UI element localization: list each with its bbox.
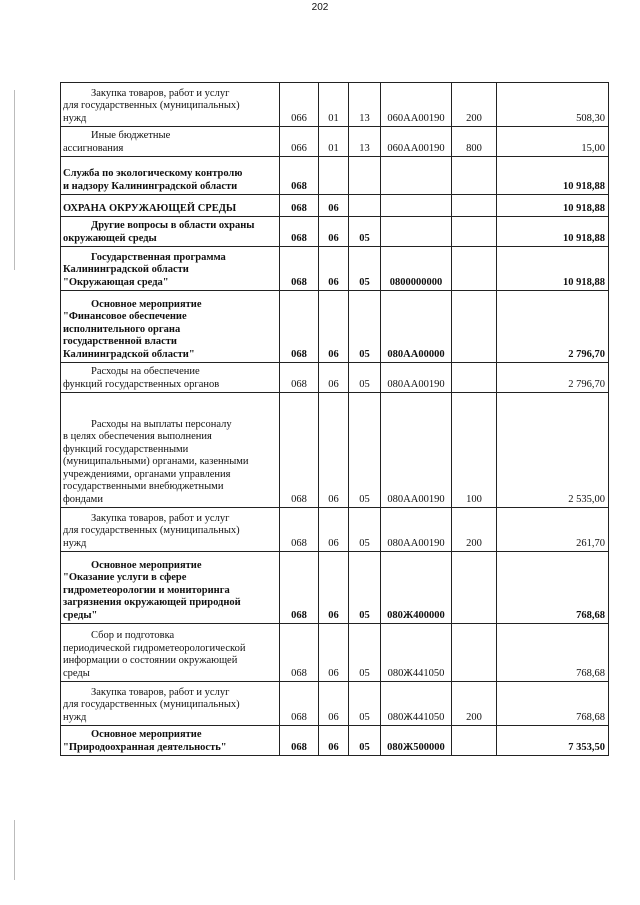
cell-pr [349, 195, 381, 217]
cell-csr: 080АА00190 [381, 508, 452, 552]
row-name: Сбор и подготовка периодической гидрометеорологической информации о состоянии окружающей среды [61, 624, 280, 682]
cell-vr: 200 [452, 83, 497, 127]
table-row [61, 508, 609, 552]
cell-vr: 200 [452, 508, 497, 552]
cell-rz: 06 [319, 726, 349, 756]
cell-pr: 13 [349, 83, 381, 127]
cell-vr: 200 [452, 682, 497, 726]
cell-sum: 10 918,88 [497, 157, 609, 195]
row-name: Государственная программа Калининградской области "Окружающая среда" [61, 247, 280, 291]
cell-csr: 080АА00190 [381, 363, 452, 393]
cell-sum: 10 918,88 [497, 217, 609, 247]
row-name: Расходы на выплаты персоналу в целях обеспечения выполнения функций государственными (муниципальными) органами, казенными учреждениями, органами управления государственными внебюджетными фондами [61, 393, 280, 508]
row-name: Расходы на обеспечение функций государственных органов [61, 363, 280, 393]
table-row [61, 247, 609, 291]
cell-vr [452, 363, 497, 393]
cell-pr: 05 [349, 624, 381, 682]
cell-sum: 508,30 [497, 83, 609, 127]
cell-rz: 06 [319, 552, 349, 624]
cell-rz: 06 [319, 291, 349, 363]
table-row [61, 624, 609, 682]
cell-rz: 06 [319, 195, 349, 217]
cell-vr [452, 552, 497, 624]
row-name: ОХРАНА ОКРУЖАЮЩЕЙ СРЕДЫ [61, 195, 280, 217]
cell-sum: 261,70 [497, 508, 609, 552]
cell-csr: 080Ж441050 [381, 624, 452, 682]
cell-sum: 2 535,00 [497, 393, 609, 508]
cell-sum: 2 796,70 [497, 291, 609, 363]
table-row [61, 682, 609, 726]
cell-rz: 06 [319, 508, 349, 552]
cell-sum: 10 918,88 [497, 247, 609, 291]
cell-pr: 05 [349, 508, 381, 552]
cell-ved: 068 [280, 217, 319, 247]
cell-rz: 06 [319, 247, 349, 291]
row-name: Основное мероприятие "Финансовое обеспечение исполнительного органа государственной власти Калининградской области" [61, 291, 280, 363]
cell-csr [381, 157, 452, 195]
table-row [61, 127, 609, 157]
cell-ved: 068 [280, 552, 319, 624]
row-name: Другие вопросы в области охраны окружающей среды [61, 217, 280, 247]
cell-rz: 01 [319, 83, 349, 127]
row-name: Служба по экологическому контролю и надзору Калининградской области [61, 157, 280, 195]
cell-pr: 05 [349, 247, 381, 291]
cell-vr: 800 [452, 127, 497, 157]
cell-csr [381, 217, 452, 247]
cell-csr: 060АА00190 [381, 127, 452, 157]
table-row [61, 552, 609, 624]
row-name: Закупка товаров, работ и услуг для государственных (муниципальных) нужд [61, 508, 280, 552]
cell-vr [452, 195, 497, 217]
cell-ved: 068 [280, 247, 319, 291]
cell-rz [319, 157, 349, 195]
cell-rz: 06 [319, 682, 349, 726]
cell-sum: 768,68 [497, 682, 609, 726]
cell-sum: 2 796,70 [497, 363, 609, 393]
cell-rz: 01 [319, 127, 349, 157]
cell-sum: 15,00 [497, 127, 609, 157]
cell-ved: 068 [280, 393, 319, 508]
cell-vr [452, 726, 497, 756]
cell-pr: 05 [349, 393, 381, 508]
table-row [61, 157, 609, 195]
cell-pr: 05 [349, 552, 381, 624]
cell-vr [452, 157, 497, 195]
page-number: 202 [311, 2, 329, 13]
row-name: Основное мероприятие "Природоохранная деятельность" [61, 726, 280, 756]
cell-pr [349, 157, 381, 195]
cell-vr [452, 291, 497, 363]
table-row [61, 83, 609, 127]
cell-ved: 068 [280, 682, 319, 726]
cell-sum: 7 353,50 [497, 726, 609, 756]
cell-csr: 080АА00190 [381, 393, 452, 508]
cell-vr: 100 [452, 393, 497, 508]
cell-rz: 06 [319, 393, 349, 508]
cell-ved: 068 [280, 726, 319, 756]
cell-ved: 068 [280, 157, 319, 195]
cell-csr: 080АА00000 [381, 291, 452, 363]
cell-sum: 10 918,88 [497, 195, 609, 217]
table-row [61, 291, 609, 363]
table-row [61, 217, 609, 247]
scan-edge-mark [14, 90, 15, 270]
row-name: Закупка товаров, работ и услуг для государственных (муниципальных) нужд [61, 682, 280, 726]
cell-sum: 768,68 [497, 552, 609, 624]
cell-pr: 05 [349, 682, 381, 726]
table-row [61, 393, 609, 508]
cell-rz: 06 [319, 363, 349, 393]
table-row [61, 726, 609, 756]
cell-vr [452, 247, 497, 291]
cell-ved: 066 [280, 83, 319, 127]
cell-pr: 05 [349, 726, 381, 756]
table-row [61, 363, 609, 393]
cell-ved: 068 [280, 508, 319, 552]
cell-pr: 05 [349, 217, 381, 247]
cell-ved: 068 [280, 363, 319, 393]
cell-rz: 06 [319, 624, 349, 682]
cell-ved: 068 [280, 624, 319, 682]
cell-ved: 068 [280, 291, 319, 363]
cell-csr: 080Ж441050 [381, 682, 452, 726]
cell-csr: 080Ж500000 [381, 726, 452, 756]
cell-pr: 05 [349, 363, 381, 393]
cell-rz: 06 [319, 217, 349, 247]
cell-pr: 13 [349, 127, 381, 157]
scan-edge-mark [14, 820, 15, 880]
table-row [61, 195, 609, 217]
cell-vr [452, 217, 497, 247]
row-name: Основное мероприятие "Оказание услуги в сфере гидрометеорологии и мониторинга загрязнения окружающей природной среды" [61, 552, 280, 624]
row-name: Иные бюджетные ассигнования [61, 127, 280, 157]
cell-ved: 066 [280, 127, 319, 157]
budget-table [60, 82, 609, 756]
cell-ved: 068 [280, 195, 319, 217]
cell-csr: 0800000000 [381, 247, 452, 291]
cell-csr: 080Ж400000 [381, 552, 452, 624]
row-name: Закупка товаров, работ и услуг для государственных (муниципальных) нужд [61, 83, 280, 127]
cell-pr: 05 [349, 291, 381, 363]
cell-csr: 060АА00190 [381, 83, 452, 127]
cell-sum: 768,68 [497, 624, 609, 682]
cell-vr [452, 624, 497, 682]
cell-csr [381, 195, 452, 217]
